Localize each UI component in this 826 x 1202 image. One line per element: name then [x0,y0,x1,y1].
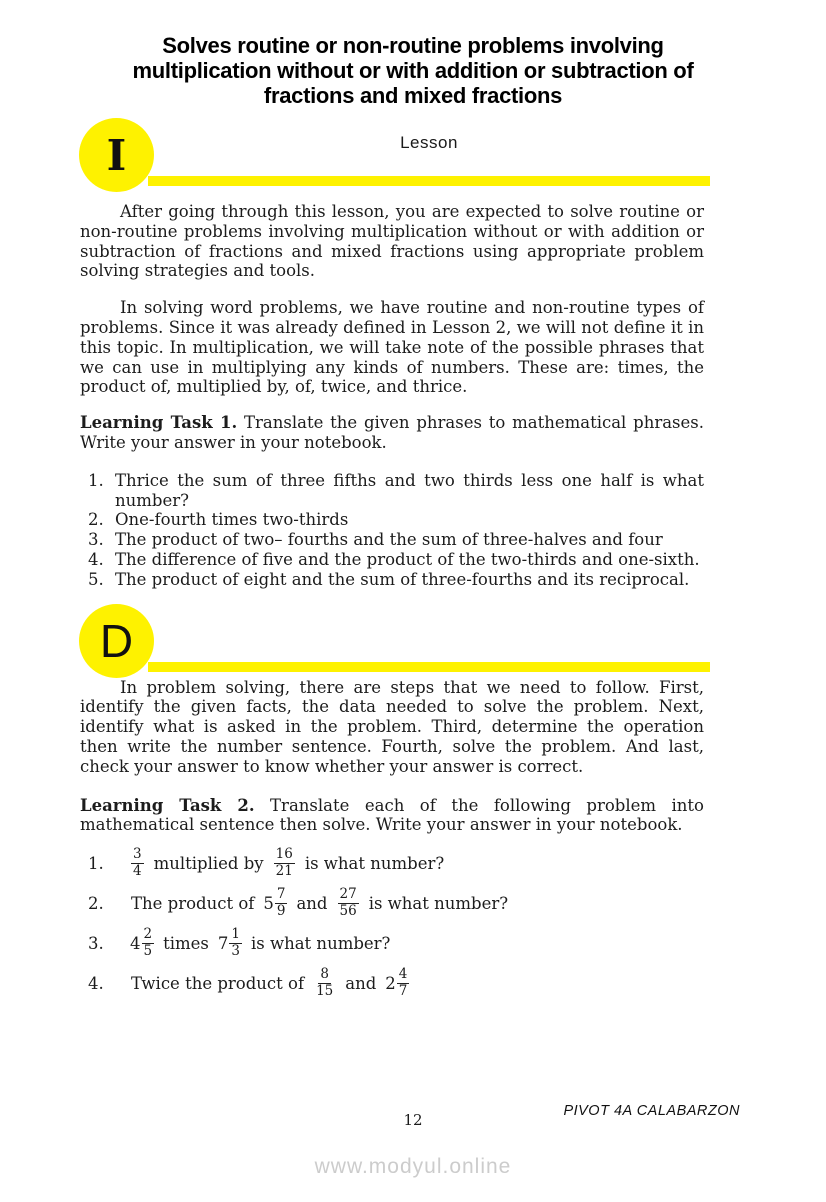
section-i-header [0,118,826,192]
task2-item-text: is what number? [250,933,391,953]
task2-item-text: times [163,933,209,953]
task1-item-text: One-fourth times two-thirds [115,510,349,530]
mixed-number-whole: 4 [130,933,141,953]
fraction [275,887,288,919]
task1-item [88,570,704,590]
task2-item-number: 4. [88,973,104,993]
mixed-number [130,927,154,959]
fraction [142,927,155,959]
task1-item [88,530,704,550]
task2-item-text: and [296,893,328,913]
watermark-text: www.modyul.online [314,1155,512,1178]
learning-task-2-label: Learning Task 2. [80,795,255,815]
task2-item-number: 2. [88,893,104,913]
learning-task-1-intro: Translate the given phrases to mathematical phrases. Write your answer in your notebook. [80,413,704,452]
problem-solving-paragraph: In problem solving, there are steps that we need to follow. First, identify the given facts, the data needed to solve the problem. Next, identify what is asked in the problem. Third, determine the operation then write the number sentence. Fourth, solve the problem. And last, check your answer to know whether your answer is correct. [80,677,704,776]
intro-paragraph-2: In solving word problems, we have routine and non-routine types of problems. Since it was already defined in Lesson 2, we will not define it in this topic. In multiplication, we will take note of the possible phrases that we can use in multiplying any kinds of numbers. These are: times, the product of, multiplied by, of, twice, and thrice. [80,298,704,397]
fraction-denominator: 21 [275,862,293,879]
mixed-number-whole: 7 [217,933,229,953]
task1-item [88,471,704,511]
fraction [397,967,410,999]
mixed-number-whole: 5 [263,893,274,913]
page-title-line-1: Solves routine or non-routine problems involving [162,33,664,58]
fraction-numerator: 16 [275,846,293,863]
task2-item-number: 1. [88,853,104,873]
fraction [314,967,335,999]
learning-task-1-label: Learning Task 1. [80,413,238,433]
task1-item-number: 1. [88,470,104,490]
mixed-number [263,887,287,919]
fraction-numerator: 4 [398,966,408,983]
fraction-denominator: 9 [276,902,286,919]
section-d-marker-letter: D [99,614,134,667]
task2-item-text: The product of [131,893,255,913]
task1-item-number: 4. [88,549,104,569]
task2-item-text: is what number? [304,853,445,873]
imprint-text: PIVOT 4A CALABARZON [563,1103,740,1119]
mixed-number [218,927,242,959]
mixed-number [385,967,409,999]
fraction-denominator: 56 [339,902,357,919]
section-d-header [0,604,826,678]
task1-item-number: 3. [88,530,104,550]
section-d-divider-bar [148,662,710,672]
fraction-numerator: 27 [339,886,357,903]
page-title-line-2: multiplication without or with addition or subtraction of [132,58,694,83]
learning-task-2-intro: Translate each of the following problem into mathematical sentence then solve. Write your answer in your notebook. [80,795,704,835]
section-i-divider-bar [148,176,710,186]
section-i-marker-circle [79,118,154,192]
task1-item-text: The product of eight and the sum of three-fourths and its reciprocal. [115,569,690,589]
fraction-denominator: 3 [231,942,240,959]
fraction-numerator: 7 [276,886,286,903]
learning-task-1-heading [80,413,704,453]
page-title-line-3: fractions and mixed fractions [263,83,563,108]
task2-item-number: 3. [88,933,104,953]
section-i-marker-letter: I [106,130,127,180]
fraction-denominator: 7 [398,982,408,999]
task1-item-text: The difference of five and the product of the two-thirds and one-sixth. [115,549,700,569]
learning-task-2-list [88,843,726,1003]
task1-item-number: 5. [88,569,104,589]
fraction-numerator: 8 [320,966,329,983]
task1-item [88,550,704,570]
learning-task-2-heading [80,796,704,836]
section-d-marker-circle [79,604,154,678]
fraction-denominator: 15 [316,982,334,999]
task2-item-text: is what number? [368,893,509,913]
task2-item [88,923,726,963]
page-number: 12 [403,1111,423,1129]
lesson-label: Lesson [400,133,458,152]
fraction [131,847,144,879]
task1-item [88,510,704,530]
fraction-numerator: 3 [133,846,142,863]
intro-paragraph-1: After going through this lesson, you are expected to solve routine or non-routine problems involving multiplication without or with addition or subtraction of fractions and mixed fractions using appropriate problem solving strategies and tools. [80,202,704,281]
task2-item [88,843,726,883]
task1-item-text: The product of two– fourths and the sum of three-halves and four [115,530,663,550]
fraction-denominator: 5 [143,942,153,959]
learning-task-1-list [88,471,704,590]
task2-item [88,883,726,923]
task2-item-text: and [345,973,377,993]
fraction-numerator: 2 [143,926,153,943]
fraction-denominator: 4 [133,862,142,879]
fraction-numerator: 1 [231,926,240,943]
page-title [40,33,786,108]
task2-item-text: multiplied by [153,853,264,873]
fraction [274,847,295,879]
task1-item-number: 2. [88,510,104,530]
task1-item-text: Thrice the sum of three fifths and two thirds less one half is what number? [115,470,704,510]
task2-item-text: Twice the product of [131,973,305,993]
worksheet-page [0,33,826,1202]
mixed-number-whole: 2 [385,973,396,993]
fraction [229,927,242,959]
fraction [338,887,359,919]
task2-item [88,963,726,1003]
